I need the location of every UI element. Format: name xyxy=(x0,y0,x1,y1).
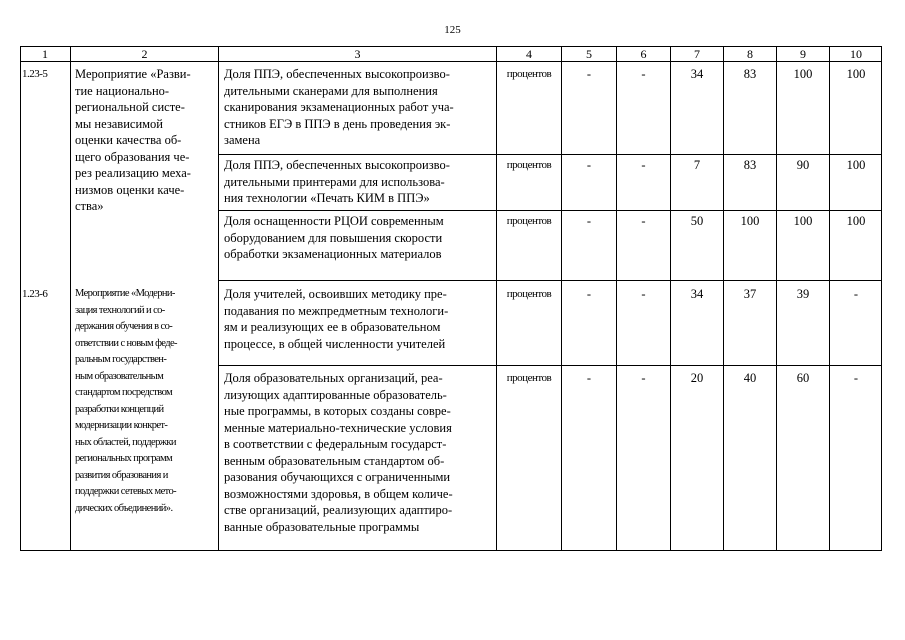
column-header: 4 xyxy=(526,47,532,61)
value-cell: - xyxy=(586,67,592,81)
measure-line: региональной систе- xyxy=(75,100,185,114)
indicator-line: ные программы, в которых созданы совре- xyxy=(224,404,451,418)
unit-cell: процентов xyxy=(506,68,552,80)
indicator-line: Доля оснащенности РЦОИ современным xyxy=(224,214,444,228)
header-divider xyxy=(20,61,882,62)
value-cell: 60 xyxy=(796,371,810,385)
value-cell: - xyxy=(586,371,592,385)
measure-line: тие национально- xyxy=(75,83,170,98)
measure-line: разработки концепций xyxy=(75,403,164,415)
value-cell: 50 xyxy=(690,214,704,228)
column-header: 8 xyxy=(747,47,753,61)
column-header: 5 xyxy=(586,47,592,61)
indicator-text xyxy=(224,286,490,352)
measure-line: ства» xyxy=(75,199,104,213)
row-code: 1.23-5 xyxy=(22,68,48,80)
indicator-line: процессе, в общей численности учителей xyxy=(224,336,446,351)
value-cell: - xyxy=(586,158,592,172)
row-divider xyxy=(218,365,882,366)
value-cell: 20 xyxy=(690,371,704,385)
column-header: 6 xyxy=(640,47,647,61)
column-header: 9 xyxy=(800,47,806,61)
indicator-line: лизующих адаптированные образователь- xyxy=(224,387,447,402)
value-cell: 83 xyxy=(743,67,757,81)
value-cell: 90 xyxy=(796,158,810,172)
value-cell: 37 xyxy=(743,287,757,301)
measure-line: низмов оценки каче- xyxy=(75,182,185,197)
unit-cell: процентов xyxy=(506,215,552,227)
indicator-line: менные материально-технические условия xyxy=(224,420,452,435)
value-cell: 100 xyxy=(793,214,813,228)
measure-line: дических объединений». xyxy=(75,502,173,514)
measure-line: ральным государствен- xyxy=(75,354,167,365)
value-cell: - xyxy=(853,287,859,301)
indicator-line: венным образовательным стандартом об- xyxy=(224,453,445,468)
row-divider xyxy=(218,210,882,211)
measure-line: держания обучения в со- xyxy=(75,321,173,332)
column-divider xyxy=(70,46,71,551)
row-divider xyxy=(218,280,882,281)
indicator-line: разования обучающихся с ограниченными xyxy=(224,470,451,484)
column-divider xyxy=(496,46,497,551)
indicator-line: ванные образовательные программы xyxy=(224,519,420,534)
measure-line: Мероприятие «Модерни- xyxy=(75,288,175,299)
measure-line: ным образовательным xyxy=(75,370,164,382)
measure-line: стандартом посредством xyxy=(75,387,173,398)
indicator-line: замена xyxy=(224,133,261,147)
value-cell: 7 xyxy=(693,158,701,172)
indicator-line: дительными сканерами для выполнения xyxy=(224,83,438,98)
indicator-text xyxy=(224,213,490,263)
indicator-line: оборудованием для повышения скорости xyxy=(224,230,443,245)
measure-name xyxy=(75,66,216,215)
indicator-line: подавания по межпредметным технологи- xyxy=(224,303,449,318)
value-cell: - xyxy=(641,287,646,301)
unit-cell: процентов xyxy=(506,159,552,171)
measure-line: региональных программ xyxy=(75,453,173,464)
value-cell: - xyxy=(641,158,646,172)
value-cell: 40 xyxy=(743,371,757,385)
value-cell: 100 xyxy=(846,214,866,228)
row-divider xyxy=(218,154,882,155)
column-header: 7 xyxy=(694,47,700,61)
value-cell: - xyxy=(586,287,592,301)
indicator-line: возможностями здоровья, в общем количе- xyxy=(224,486,453,501)
column-header: 10 xyxy=(850,47,862,61)
value-cell: 34 xyxy=(690,67,704,81)
indicator-text xyxy=(224,370,490,535)
column-header: 2 xyxy=(141,47,148,61)
measure-line: щего образования че- xyxy=(75,149,190,164)
column-divider xyxy=(218,46,219,551)
measure-line: оценки качества об- xyxy=(75,133,182,147)
value-cell: 39 xyxy=(796,287,810,301)
measure-line: зация технологий и со- xyxy=(75,304,165,316)
value-cell: 83 xyxy=(743,158,757,172)
measure-line: ответствии с новым феде- xyxy=(75,337,177,349)
indicator-line: обработки экзаменационных материалов xyxy=(224,247,442,261)
measure-line: развития образования и xyxy=(75,469,168,481)
unit-cell: процентов xyxy=(506,372,552,384)
value-cell: - xyxy=(853,371,859,385)
column-header: 3 xyxy=(354,47,361,61)
value-cell: 100 xyxy=(846,158,866,172)
indicator-line: Доля ППЭ, обеспеченных высокопроизво- xyxy=(224,67,450,81)
value-cell: 34 xyxy=(690,287,704,301)
value-cell: - xyxy=(641,214,646,228)
measure-line: мы независимой xyxy=(75,116,163,131)
measure-line: модернизации конкрет- xyxy=(75,420,168,431)
column-header: 1 xyxy=(42,47,48,61)
unit-cell: процентов xyxy=(506,288,552,300)
indicator-line: в соответствии с федеральным государст- xyxy=(224,437,447,451)
indicator-text xyxy=(224,66,490,149)
indicator-line: Доля ППЭ, обеспеченных высокопроизво- xyxy=(224,158,450,172)
measure-line: Мероприятие «Разви- xyxy=(75,67,191,81)
value-cell: - xyxy=(641,371,646,385)
measure-name xyxy=(75,286,216,517)
indicator-line: Доля учителей, освоивших методику пре- xyxy=(224,287,447,301)
indicator-line: ям и реализующих ее в образовательном xyxy=(224,320,441,334)
indicator-text xyxy=(224,157,490,207)
indicator-line: ния технологии «Печать КИМ в ППЭ» xyxy=(224,191,430,205)
measure-line: рез реализацию меха- xyxy=(75,166,191,180)
indicator-line: сканирования экзаменационных работ уча- xyxy=(224,100,454,114)
value-cell: - xyxy=(586,214,592,228)
value-cell: 100 xyxy=(846,67,866,81)
value-cell: 100 xyxy=(793,67,813,81)
page-number: 125 xyxy=(444,24,461,36)
value-cell: - xyxy=(641,67,646,81)
row-code: 1.23-6 xyxy=(22,288,48,300)
measure-line: ных областей, поддержки xyxy=(75,436,176,448)
measure-line: поддержки сетевых мето- xyxy=(75,486,177,497)
indicator-line: дительными принтерами для использова- xyxy=(224,174,445,189)
value-cell: 100 xyxy=(740,214,760,228)
indicator-line: стников ЕГЭ в ППЭ в день проведения эк- xyxy=(224,116,451,131)
indicator-line: Доля образовательных организаций, реа- xyxy=(224,371,443,385)
indicator-line: стве организаций, реализующих адаптиро- xyxy=(224,503,453,517)
